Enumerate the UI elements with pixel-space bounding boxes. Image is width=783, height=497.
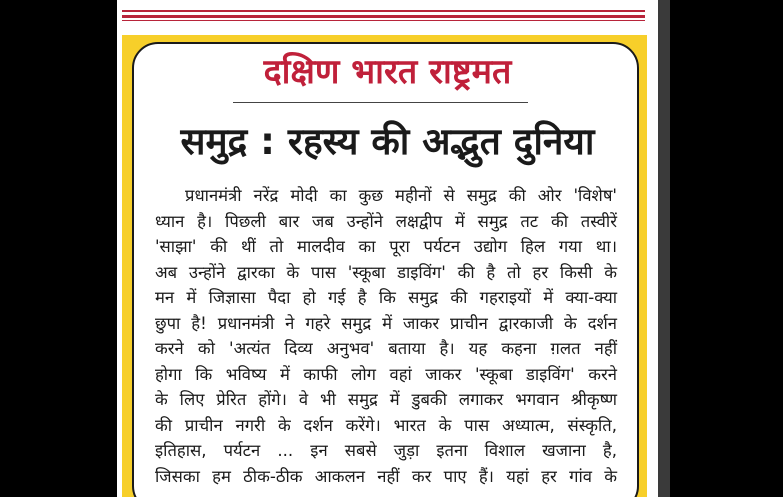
article-line: छुपा है! प्रधानमंत्री ने गहरे समुद्र में जाकर प्राचीन द्वारकाजी के दर्शन bbox=[155, 313, 617, 333]
article-line: प्रधानमंत्री नरेंद्र मोदी का कुछ महीनों से समुद्र की ओर 'विशेष' bbox=[185, 186, 617, 205]
top-rule bbox=[122, 10, 645, 12]
article-line: के लिए प्रेरित होंगे। वे भी समुद्र में डुबकी लगाकर भगवान श्रीकृष्ण bbox=[155, 390, 617, 409]
article-line: 'साझा' की थीं तो मालदीव का पूरा पर्यटन उद्योग हिल गया था। bbox=[155, 237, 617, 256]
article-line: की प्राचीन नगरी के दर्शन करेंगे। भारत के पास अध्यात्म, संस्कृति, bbox=[155, 415, 617, 435]
article-line: करने को 'अत्यंत दिव्य अनुभव' बताया है। यह कहना ग़लत नहीं bbox=[155, 339, 617, 358]
article-line: मन में जिज्ञासा पैदा हो गई है कि समुद्र की गहराइयों में क्या-क्या bbox=[155, 288, 617, 307]
headline: समुद्र : रहस्य की अद्भुत दुनिया bbox=[180, 120, 595, 163]
masthead-divider bbox=[233, 102, 528, 103]
article-line: अब उन्होंने द्वारका के पास 'स्कूबा डाइविंग' की है तो हर किसी के bbox=[155, 262, 617, 282]
top-rule bbox=[122, 20, 645, 21]
article-line: जिसका हम ठीक-ठीक आकलन नहीं कर पाए हैं। यहां हर गांव के bbox=[155, 466, 617, 486]
window-edge bbox=[658, 0, 670, 497]
top-rule bbox=[122, 15, 645, 18]
article-body bbox=[155, 183, 617, 489]
article-line: होगा कि भविष्य में काफी लोग वहां जाकर 'स्कूबा डाइविंग' करने bbox=[155, 364, 617, 384]
article-line: ध्यान है। पिछली बार जब उन्होंने लक्षद्वीप में समुद्र तट की तस्वीरें bbox=[155, 211, 617, 231]
masthead: दक्षिण भारत राष्ट्रमत bbox=[263, 52, 512, 92]
article-line: इतिहास, पर्यटन ... इन सबसे जुड़ा इतना विशाल खजाना है, bbox=[155, 441, 617, 460]
newspaper-page bbox=[117, 0, 658, 497]
